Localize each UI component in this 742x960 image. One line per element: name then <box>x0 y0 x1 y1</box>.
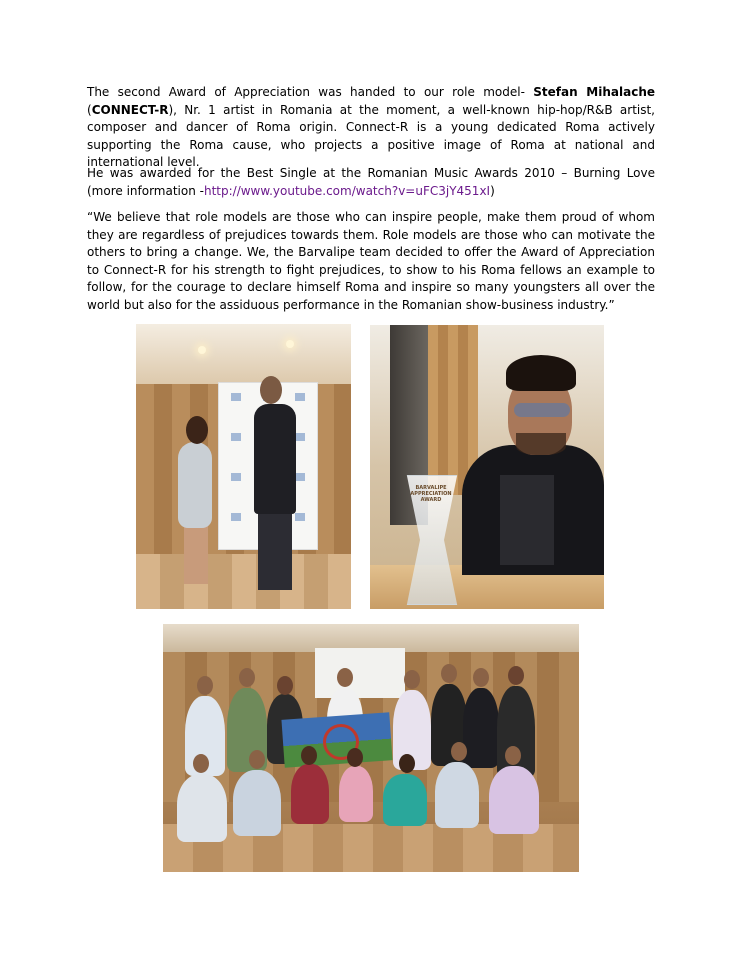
person-head <box>277 676 293 695</box>
person <box>463 688 499 768</box>
person-head <box>193 754 209 773</box>
paragraph-award-reason <box>87 165 655 200</box>
person-head <box>399 754 415 773</box>
person <box>383 774 427 826</box>
intro-text: The second Award of Appreciation was handed to our role model- <box>87 85 534 99</box>
person <box>233 770 281 836</box>
paragraph-award-intro <box>87 84 655 172</box>
person <box>339 766 373 822</box>
group-photo <box>163 624 579 872</box>
person-head <box>508 666 524 685</box>
sunglasses <box>514 403 570 417</box>
close-paren: ) <box>490 183 495 198</box>
paragraph-quote <box>87 209 655 314</box>
artist-alias: CONNECT-R <box>91 102 169 117</box>
barvalipe-banner <box>315 648 405 698</box>
person <box>489 766 539 834</box>
artist-name: Stefan Mihalache <box>533 85 656 99</box>
ceiling-light <box>286 340 294 348</box>
award-handover-photo <box>136 324 351 609</box>
person-head <box>404 670 420 689</box>
dark-shirt <box>500 475 554 565</box>
person-head <box>451 742 467 761</box>
person-head <box>249 750 265 769</box>
person-head <box>337 668 353 687</box>
person <box>435 762 479 828</box>
award-label-line-2: APPRECIATION <box>410 491 452 497</box>
award-engraving <box>398 485 464 503</box>
woman-dress <box>178 442 212 528</box>
person-head <box>505 746 521 765</box>
person <box>177 774 227 842</box>
quote-text: “We believe that role models are those who can inspire people, make them proud of whom they are regardless of prejudices towards them. Role models are those who can motivate the others to bring a change. We, the Barvalipe team decided to offer the Award of Appreciation to Connect-R for his strength to fight prejudices, to show to his Roma fellows an example to follow, for the courage to declare himself Roma and inspire so many youngsters all over the world but also for the assiduous performance in the Romanian show-business industry.” <box>87 210 655 312</box>
man-suit <box>254 404 296 514</box>
reason-text: He was awarded for the Best Single at the Romanian Music Awards 2010 – Burning Love (more information - <box>87 166 655 198</box>
person-head <box>301 746 317 765</box>
ceiling-light <box>198 346 206 354</box>
person <box>291 764 329 824</box>
artist-hair <box>506 355 576 391</box>
award-label-line-3: AWARD <box>420 497 442 503</box>
youtube-link[interactable]: http://www.youtube.com/watch?v=uFC3jY451xI <box>203 183 491 198</box>
person-head <box>197 676 213 695</box>
man-head <box>260 376 282 404</box>
person-head <box>347 748 363 767</box>
wood-floor <box>136 554 351 609</box>
man-legs <box>258 510 292 590</box>
person-head <box>239 668 255 687</box>
artist-with-award-photo <box>370 325 604 609</box>
artist-description: ), Nr. 1 artist in Romania at the moment, a well-known hip-hop/R&B artist, composer and dancer of Roma origin. Connect-R is a young dedicated Roma actively supporting the Roma cause, who projects a positive image of Roma at national and international level. <box>87 102 655 169</box>
ceiling <box>136 324 351 384</box>
woman-legs <box>184 524 208 584</box>
person-head <box>441 664 457 683</box>
person-head <box>473 668 489 687</box>
woman-head <box>186 416 208 444</box>
beard <box>516 433 566 455</box>
open-paren: ( <box>87 102 92 117</box>
award-label-line-1: BARVALIPE <box>415 485 447 491</box>
